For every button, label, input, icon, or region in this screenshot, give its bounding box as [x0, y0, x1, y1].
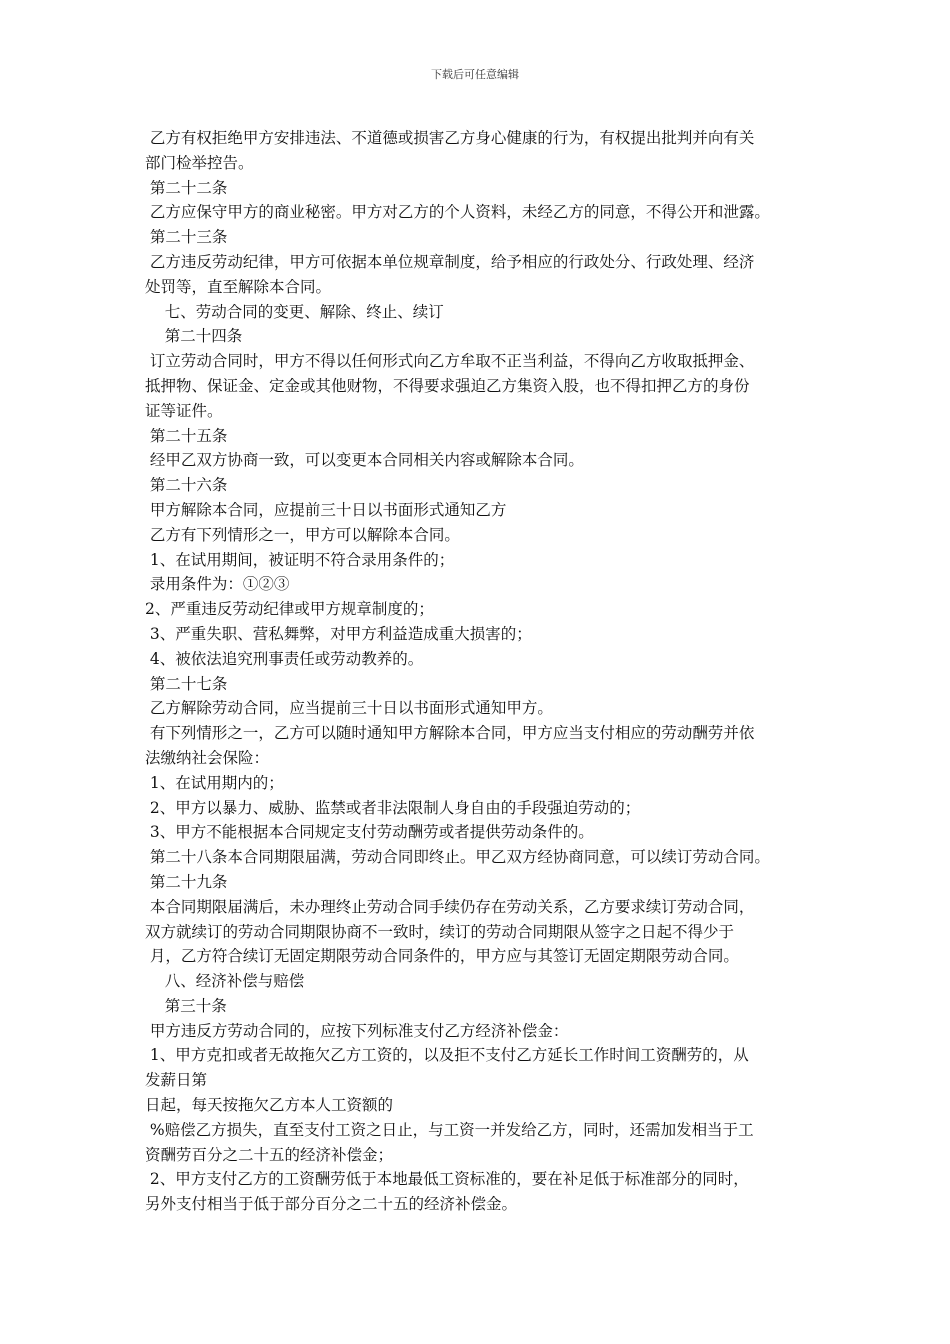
document-line: 第二十五条 [145, 426, 228, 445]
document-line: 乙方应保守甲方的商业秘密。甲方对乙方的个人资料，未经乙方的同意，不得公开和泄露。 [145, 203, 770, 222]
document-line: 第三十条 [145, 996, 227, 1015]
document-line: 乙方违反劳动纪律，甲方可依据本单位规章制度，给予相应的行政处分、行政处理、经济 [145, 252, 755, 271]
document-line: 资酬劳百分之二十五的经济补偿金； [145, 1145, 394, 1164]
document-line: 乙方有下列情形之一，甲方可以解除本合同。 [145, 525, 460, 544]
document-line: 部门检举控告。 [145, 153, 254, 172]
document-line: 双方就续订的劳动合同期限协商不一致时，续订的劳动合同期限从签字之日起不得少于 [145, 922, 735, 941]
document-line: 录用条件为：①②③ [145, 575, 290, 594]
document-line: 第二十二条 [145, 178, 228, 197]
document-line: 3、严重失职、营私舞弊，对甲方利益造成重大损害的； [145, 624, 532, 643]
document-line: 2、甲方以暴力、威胁、监禁或者非法限制人身自由的手段强迫劳动的； [145, 798, 641, 817]
document-line: 2、严重违反劳动纪律或甲方规章制度的； [145, 600, 434, 619]
document-line: 4、被依法追究刑事责任或劳动教养的。 [145, 649, 424, 668]
document-line: 经甲乙双方协商一致，可以变更本合同相关内容或解除本合同。 [145, 451, 584, 470]
document-line: 第二十七条 [145, 674, 228, 693]
document-body [145, 126, 825, 1217]
document-line: 第二十三条 [145, 228, 228, 247]
document-line: 2、甲方支付乙方的工资酬劳低于本地最低工资标准的，要在补足低于标准部分的同时， [145, 1170, 749, 1189]
document-line: 1、在试用期内的； [145, 773, 284, 792]
document-line: 月，乙方符合续订无固定期限劳动合同条件的，甲方应与其签订无固定期限劳动合同。 [145, 947, 739, 966]
document-line: 另外支付相当于低于部分百分之二十五的经济补偿金。 [145, 1195, 518, 1214]
document-line: 乙方解除劳动合同，应当提前三十日以书面形式通知甲方。 [145, 699, 553, 718]
document-line: 订立劳动合同时，甲方不得以任何形式向乙方牟取不正当利益，不得向乙方收取抵押金、 [145, 352, 755, 371]
document-line: 第二十九条 [145, 872, 228, 891]
document-line: 发薪日第 [145, 1071, 208, 1090]
document-line: 七、劳动合同的变更、解除、终止、续订 [145, 302, 444, 321]
header-note: 下载后可任意编辑 [431, 68, 519, 81]
document-line: 八、经济补偿与赔偿 [145, 972, 305, 991]
document-line: 证等证件。 [145, 401, 223, 420]
document-line: 1、在试用期间，被证明不符合录用条件的； [145, 550, 455, 569]
document-line: 本合同期限届满后，未办理终止劳动合同手续仍存在劳动关系，乙方要求续订劳动合同， [145, 897, 755, 916]
document-line: %赔偿乙方损失，直至支付工资之日止，与工资一并发给乙方，同时，还需加发相当于工 [145, 1120, 754, 1139]
document-line: 第二十四条 [145, 327, 243, 346]
document-line: 法缴纳社会保险： [145, 748, 270, 767]
document-line: 第二十六条 [145, 476, 228, 495]
document-line: 甲方违反方劳动合同的，应按下列标准支付乙方经济补偿金： [145, 1021, 569, 1040]
document-line: 3、甲方不能根据本合同规定支付劳动酬劳或者提供劳动条件的。 [145, 823, 594, 842]
document-line: 处罚等，直至解除本合同。 [145, 277, 332, 296]
document-line: 甲方解除本合同，应提前三十日以书面形式通知乙方 [145, 500, 507, 519]
document-line: 日起，每天按拖欠乙方本人工资额的 [145, 1096, 394, 1115]
document-line: 第二十八条本合同期限届满，劳动合同即终止。甲乙双方经协商同意，可以续订劳动合同。 [145, 848, 770, 867]
document-line: 有下列情形之一，乙方可以随时通知甲方解除本合同，甲方应当支付相应的劳动酬劳并依 [145, 724, 755, 743]
document-line: 乙方有权拒绝甲方安排违法、不道德或损害乙方身心健康的行为，有权提出批判并向有关 [145, 129, 755, 147]
document-line: 1、甲方克扣或者无故拖欠乙方工资的，以及拒不支付乙方延长工作时间工资酬劳的，从 [145, 1046, 749, 1065]
document-line: 抵押物、保证金、定金或其他财物，不得要求强迫乙方集资入股，也不得扣押乙方的身份 [145, 376, 750, 395]
